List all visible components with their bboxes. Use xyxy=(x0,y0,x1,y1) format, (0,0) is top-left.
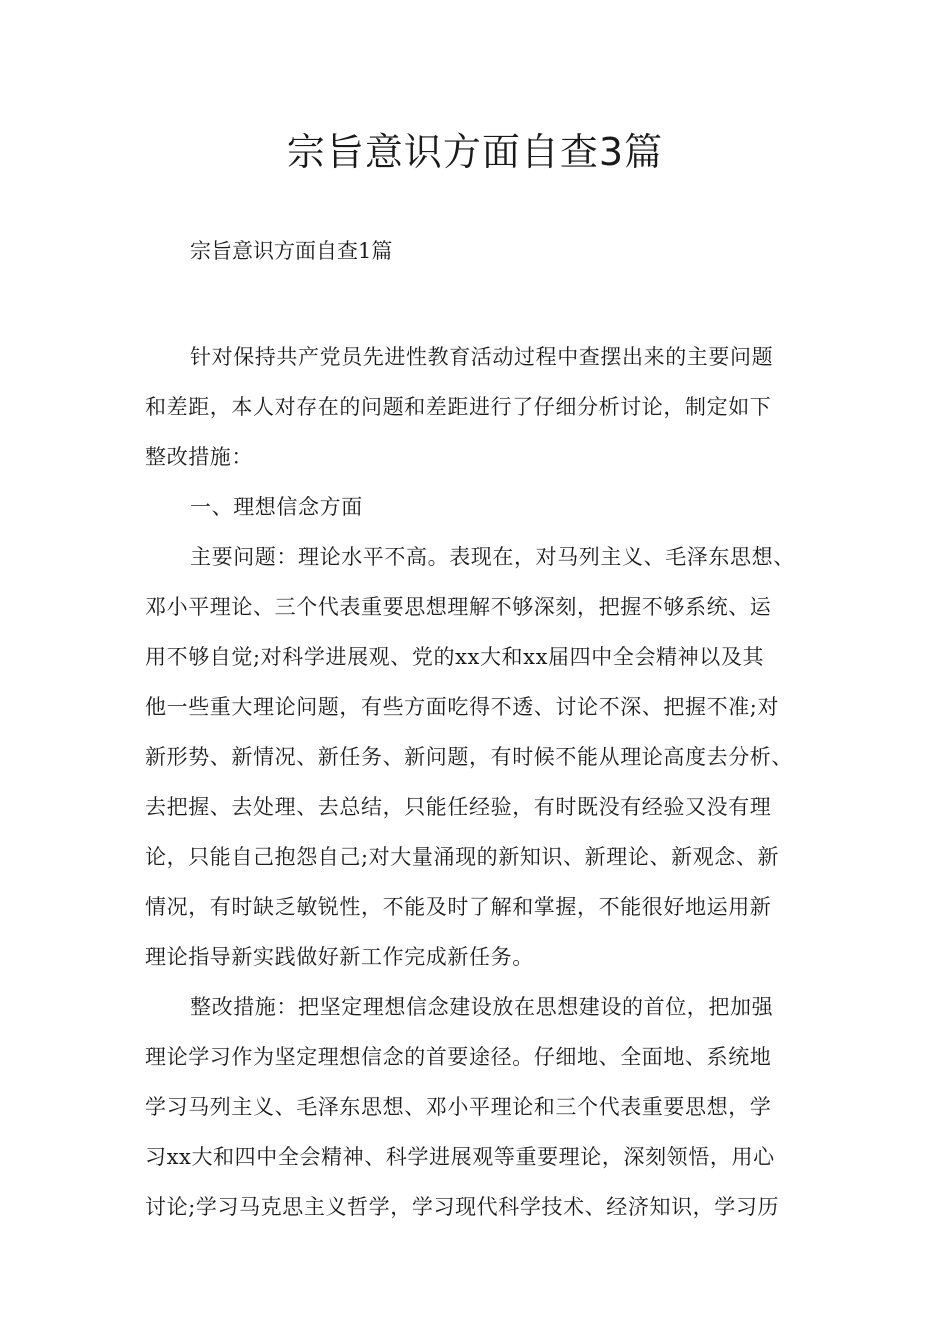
body-line: 他一些重大理论问题，有些方面吃得不透、讨论不深、把握不准;对 xyxy=(145,695,780,719)
body-line: 理论指导新实践做好新工作完成新任务。 xyxy=(145,945,534,969)
body-line: 主要问题：理论水平不高。表现在，对马列主义、毛泽东思想、 xyxy=(190,545,795,569)
document-subtitle: 宗旨意识方面自查1篇 xyxy=(190,239,393,263)
body-line: 邓小平理论、三个代表重要思想理解不够深刻，把握不够系统、运 xyxy=(145,595,772,619)
body-line: 用不够自觉;对科学进展观、党的xx大和xx届四中全会精神以及其 xyxy=(145,645,765,669)
body-line: 和差距，本人对存在的问题和差距进行了仔细分析讨论，制定如下 xyxy=(145,395,772,419)
document-title: 宗旨意识方面自查3篇 xyxy=(286,130,664,174)
section-heading: 一、理想信念方面 xyxy=(190,495,363,519)
body-line: 整改措施：把坚定理想信念建设放在思想建设的首位，把加强 xyxy=(190,995,774,1019)
body-line: 情况，有时缺乏敏锐性，不能及时了解和掌握，不能很好地运用新 xyxy=(145,895,772,919)
body-line: 学习马列主义、毛泽东思想、邓小平理论和三个代表重要思想，学 xyxy=(145,1095,772,1119)
body-line: 习xx大和四中全会精神、科学进展观等重要理论，深刻领悟，用心 xyxy=(145,1145,775,1169)
document-body xyxy=(145,332,835,1232)
body-line: 去把握、去处理、去总结，只能任经验，有时既没有经验又没有理 xyxy=(145,795,772,819)
body-line: 针对保持共产党员先进性教育活动过程中查摆出来的主要问题 xyxy=(190,345,774,369)
body-line: 讨论;学习马克思主义哲学，学习现代科学技术、经济知识，学习历 xyxy=(145,1195,780,1219)
body-line: 论，只能自己抱怨自己;对大量涌现的新知识、新理论、新观念、新 xyxy=(145,845,780,869)
body-line: 新形势、新情况、新任务、新问题，有时候不能从理论高度去分析、 xyxy=(145,745,793,769)
body-line: 理论学习作为坚定理想信念的首要途径。仔细地、全面地、系统地 xyxy=(145,1045,772,1069)
body-line: 整改措施： xyxy=(145,445,253,469)
